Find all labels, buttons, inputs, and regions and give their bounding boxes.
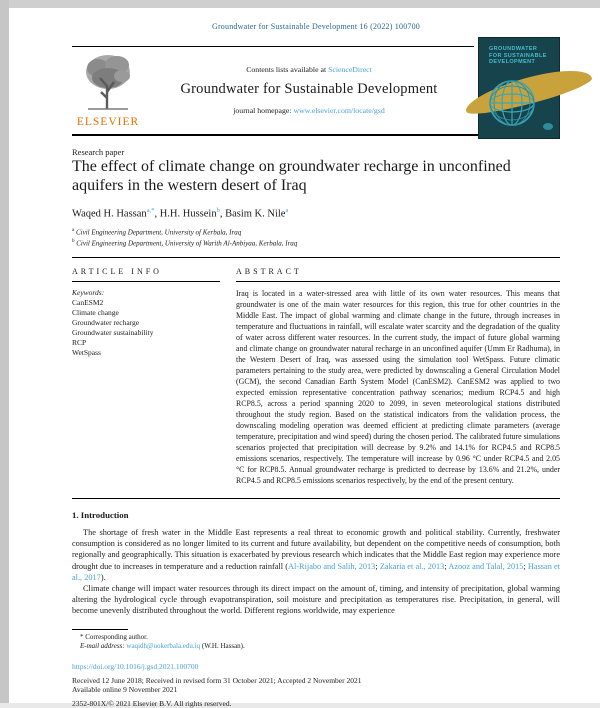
affiliation-marker: b (72, 239, 75, 245)
footnote-divider (72, 629, 128, 630)
citation-link[interactable]: Zakaria et al., 2013 (379, 561, 445, 571)
page-content (72, 8, 560, 708)
affiliation-marker: a (72, 228, 75, 234)
article-history-block (72, 662, 560, 708)
keyword-item: Climate change (72, 308, 119, 318)
affiliation-text: Civil Engineering Department, University of Kerbala, Iraq (74, 228, 242, 237)
introduction-heading: 1. Introduction (72, 510, 129, 521)
article-info-rule (72, 281, 220, 282)
homepage-prefix: journal homepage: (233, 106, 294, 115)
globe-icon (485, 76, 539, 135)
citation-link[interactable]: Hassan et al., 2017 (72, 561, 561, 582)
issn-copyright-line: 2352-801X/© 2021 Elsevier B.V. All rights reserved. (72, 698, 232, 708)
elsevier-logo (72, 52, 144, 128)
article-info-heading: ARTICLE INFO (72, 266, 162, 276)
citation-separator: ; (523, 561, 528, 571)
journal-citation-header: Groundwater for Sustainable Development 16 (2022) 100700 (211, 22, 421, 31)
pdf-background-left-edge (0, 0, 9, 703)
homepage-line (144, 106, 474, 115)
author-affiliation-marker: a (285, 206, 289, 214)
journal-banner (72, 46, 560, 136)
keyword-item: Groundwater sustainability (72, 328, 154, 338)
contents-prefix: Contents lists available at (246, 65, 329, 74)
citation-link[interactable]: Azooz and Talal, 2015 (448, 561, 524, 571)
email-line (72, 642, 560, 651)
elsevier-wordmark: ELSEVIER (76, 116, 140, 128)
abstract-text: Iraq is located in a water-stressed area with little of its own water resources. This means that groundwater is one of the main water resources for this region, this true for other countries in the Middle East. The impact of global warming and climate change in the future, through increases in temperature and fluctuations in rainfall, will escalate water scarcity and the degradation of the quality of water across different water resources. In the current study, the impact of future global warming and climate change on groundwater natural recharge in an unconfined aquifer (Umm Er Radhuma), in the Western Desert of Iraq, was assessed using the simulation tool WetSpass. Future climatic parameters pertaining to the study area, were predicted by downscaling a General Circulation Model (GCM), the second Canadian Earth System Model (CanESM2). CanESM2 was applied to two expected emission representative concentration pathway scenarios; medium RCP4.5 and high RCP8.5, across a period spanning 2020 to 2099, in seven meteorological stations distributed throughout the study region. Based on the statistical indicators from the validation process, the downscaling modeling operation was deemed efficient at predicting climate parameters (average temperature, precipitation and wind speed) during the chosen period. The calibrated future simulations scenarios projected that precipitation will decrease by 9.2% and 14.1% for RCP4.5 and RCP8.5 emissions scenarios, respectively. The temperature will increase by 0.96 °C under RCP4.5 and 2.05 °C for RCP8.5. Annual groundwater recharge is predicted to decrease by 13.6% and 21.2%, under RCP4.5 and RCP8.5 emissions scenarios respectively, by the end of the present century. (236, 289, 560, 486)
banner-main (72, 46, 474, 134)
paragraph-text: The shortage of fresh water in the Middle East represents a real threat to economic growth and political stability. Currently, freshwater consumption is considered as no longer limited to its current and future availability, but dependent on the competitive needs of consumption, both regionally and geographically. This situation is exacerbated by previous research which indicates that the Middle East region may experience more drought due to increases in temperature and a reduction rainfall ( (72, 528, 560, 571)
keywords-label: Keywords: (72, 288, 105, 298)
author-affiliation-marker: b (216, 206, 220, 214)
email-link[interactable]: waqidh@uokerbala.edu.iq (126, 642, 201, 651)
cover-title-line2: FOR SUSTAINABLE (489, 52, 547, 59)
info-abstract-columns (72, 258, 560, 487)
abstract-bottom-divider (72, 498, 560, 499)
keyword-item: CanESM2 (72, 298, 104, 308)
received-dates-line: Received 12 June 2018; Received in revised form 31 October 2021; Accepted 2 November 2021 (72, 675, 362, 685)
pdf-background-top-edge (0, 0, 600, 8)
article-type-label: Research paper (72, 146, 125, 157)
cover-title-line1: GROUNDWATER (489, 46, 538, 52)
affiliation-text: Civil Engineering Department, University of Warith Al-Anbiyaa, Kerbala, Iraq (74, 239, 298, 248)
introduction-paragraph-2: Climate change will impact water resources through its direct impact on the amount of, timing, and intensity of precipitation, global warming altering the hydrological cycle through evapotranspiration, soil moisture and precipitation as temperatures rise. Precipitation, in general, will become unevenly distributed throughout the world. Different regions worldwide, may experience (72, 584, 560, 616)
email-suffix: (W.H. Hassan). (200, 642, 245, 651)
citation-separator: ; (375, 561, 380, 571)
keyword-item: RCP (72, 338, 87, 348)
cover-title (479, 38, 559, 66)
author-list (72, 207, 560, 220)
contents-line (144, 65, 474, 74)
cover-title-line3: DEVELOPMENT (489, 59, 536, 65)
keyword-item: Groundwater recharge (72, 318, 140, 328)
article-title: The effect of climate change on groundwater recharge in unconfined aquifers in the western desert of Iraq (72, 157, 511, 195)
author-separator: , (154, 208, 160, 220)
available-online-line: Available online 9 November 2021 (72, 685, 178, 695)
email-label: E-mail address: (80, 642, 125, 651)
author-affiliation-marker: a,* (146, 206, 155, 214)
affiliation-list (72, 226, 560, 249)
author-name: H.H. Hussein (159, 208, 217, 220)
journal-cover-thumbnail (478, 37, 560, 139)
doi-link[interactable]: https://doi.org/10.1016/j.gsd.2021.100700 (72, 662, 199, 672)
abstract-rule (236, 281, 560, 282)
affiliation-line (72, 226, 560, 237)
citation-link[interactable]: Al-Rijabo and Salih, 2013 (287, 561, 376, 571)
author-name: Basim K. Nile (225, 208, 286, 220)
journal-title: Groundwater for Sustainable Development (180, 81, 438, 97)
keyword-item: WetSpass (72, 348, 101, 358)
abstract-column (236, 267, 560, 487)
affiliation-line (72, 237, 560, 248)
author-name: Waqed H. Hassan (72, 208, 147, 220)
author-separator: , (219, 208, 226, 220)
abstract-heading: ABSTRACT (236, 266, 302, 276)
paragraph-text: ). (100, 572, 106, 582)
banner-center (144, 65, 474, 115)
introduction-paragraph-1 (72, 527, 560, 583)
sciencedirect-link[interactable]: ScienceDirect (328, 65, 372, 74)
corresponding-author-note: * Corresponding author. (80, 633, 148, 642)
cover-elsevier-badge (543, 123, 553, 130)
citation-separator: ; (444, 561, 449, 571)
article-info-column (72, 267, 220, 487)
footnote-block (72, 629, 560, 652)
elsevier-tree-icon (80, 97, 136, 114)
journal-homepage-link[interactable]: www.elsevier.com/locate/gsd (293, 106, 385, 115)
